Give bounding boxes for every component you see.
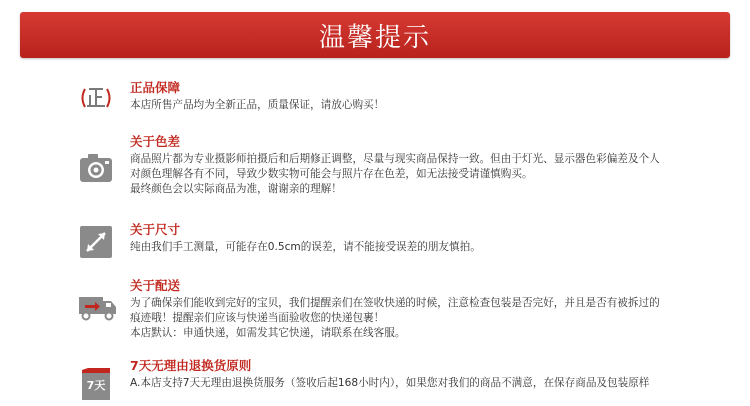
section-title: 7天无理由退换货原则: [130, 358, 252, 373]
header-banner: [20, 12, 730, 58]
section-title: 关于色差: [130, 134, 181, 149]
section-title: 正品保障: [130, 80, 181, 95]
section-size: [78, 220, 718, 262]
section-delivery: [78, 276, 718, 346]
section-line: 对颜色理解各有不同，导致少数实物可能会与照片存在色差，如无法接受请谨慎购买。: [130, 168, 533, 180]
section-title: 关于尺寸: [130, 222, 181, 237]
section-return: [78, 356, 718, 400]
section-line: 最终颜色会以实际商品为准，谢谢亲的理解！: [130, 183, 342, 195]
section-color: [78, 132, 718, 202]
section-authentic: [78, 78, 718, 118]
section-line: 本店所售产品均为全新正品，质量保证，请放心购买！: [130, 99, 385, 111]
section-line: 痕迹哦！提醒亲们应该与快递当面验收您的快递包裹！: [130, 312, 385, 324]
section-line: A.本店支持7天无理由退换货服务（签收后起168小时内），如果您对我们的商品不满意，在保存商品及包装原样: [130, 377, 650, 389]
measure-icon: [78, 224, 114, 260]
seven-day-icon: [78, 366, 114, 402]
zheng-icon: [78, 80, 114, 116]
section-line: 纯由我们手工测量，可能存在0.5cm的误差，请不能接受误差的朋友慎拍。: [130, 241, 481, 253]
section-line: 为了确保亲们能收到完好的宝贝，我们提醒亲们在签收快递的时候，注意检查包装是否完好，并且是否有被拆过的: [130, 297, 660, 309]
section-line: 本店默认：申通快递，如需发其它快递，请联系在线客服。: [130, 327, 406, 339]
seven-day-label: 7天: [86, 379, 106, 392]
banner-title: 温馨提示: [318, 22, 431, 53]
truck-icon: [78, 288, 118, 324]
camera-icon: [78, 150, 114, 186]
section-line: 商品照片都为专业摄影师拍摄后和后期修正调整，尽量与现实商品保持一致。但由于灯光、显示器色彩偏差及个人: [130, 153, 660, 165]
section-title: 关于配送: [130, 278, 181, 293]
